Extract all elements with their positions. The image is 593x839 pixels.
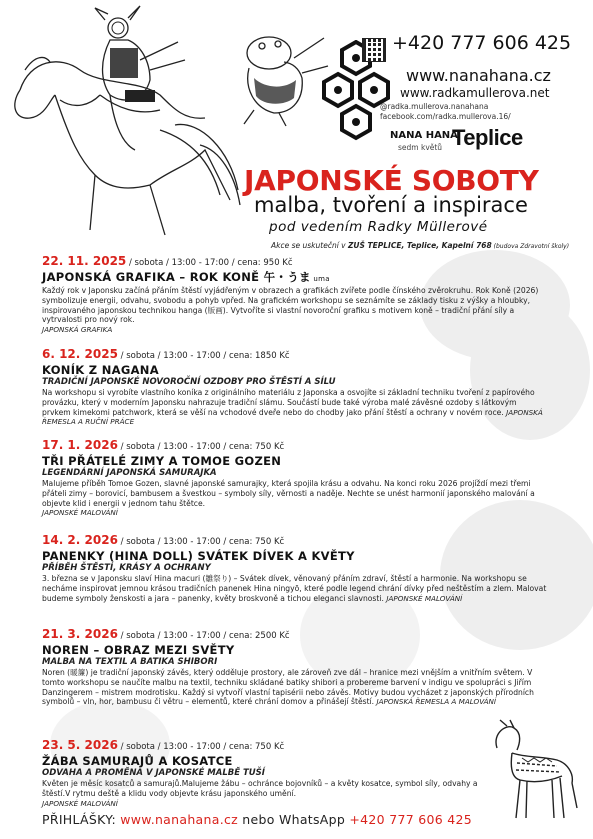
event-tag: JAPONSKÁ ŘEMESLA A MALOVÁNÍ <box>376 697 497 707</box>
event-description: Každý rok v Japonsku začíná přáním štěstí vyjádřeným v obrazech a grafikách zvířete podle čínského zvěrokruhu. Rok Koně (2026) symbolizuje energii, odvahu, svobodu a pohyb vpřed. Na grafickém workshopu se seznámíte se základy tisku z výšky a hloubky, inspirovaného japonskou technikou hanga (版画). Vytvoříte si vlastní novoroční grafiku s motivem koně – tradiční přání síly a vytrvalosti pro nový rok. <box>42 286 539 325</box>
event-meta: / sobota / 13:00 - 17:00 / cena: 750 Kč <box>117 742 285 752</box>
event-name: PANENKY (HINA DOLL) SVÁTEK DÍVEK A KVĚTY <box>42 549 355 563</box>
event-description: Malujeme příběh Tomoe Gozen, slavné japonské samurajky, která spojila krásu a odvahu. Na konci roku 2026 projíždí mezi třemi přáteli zimy – borovicí, bambusem a švestkou – symboly síly, věrnosti a naděje. Nechte se unést harmonií japonského malování a objevte klid i energii v jednom tahu štětce. <box>42 479 535 508</box>
event-meta: / sobota / 13:00 - 17:00 / cena: 750 Kč <box>117 537 285 547</box>
event-tag: JAPONSKÉ MALOVÁNÍ <box>386 593 463 603</box>
page-subtitle: malba, tvoření a inspirace <box>254 193 528 217</box>
event-2 <box>42 347 582 427</box>
instagram-handle[interactable]: @radka.mullerova.nanahana <box>380 102 489 111</box>
event-date: 14. 2. 2026 <box>42 533 118 547</box>
city-logo: Teplice <box>452 125 523 150</box>
event-name: ŽÁBA SAMURAJŮ A KOSATCE <box>42 754 233 768</box>
event-6 <box>42 738 492 808</box>
event-5 <box>42 627 582 707</box>
brand-name: NANA HANA <box>390 130 458 141</box>
event-name: NOREN – OBRAZ MEZI SVĚTY <box>42 643 235 657</box>
footer-website-link[interactable]: www.nanahana.cz <box>120 812 238 827</box>
event-subtitle: PŘÍBĚH ŠTĚSTÍ, KRÁSY A OCHRANY <box>42 563 211 573</box>
event-subtitle: MALBA NA TEXTIL A BATIKA SHIBORI <box>42 657 218 667</box>
venue-info: Akce se uskuteční v ZUŠ TEPLICE, Teplice, Kapelní 768 (budova Zdravotní školy) <box>271 241 570 250</box>
header-phone[interactable]: +420 777 606 425 <box>392 32 572 54</box>
event-name: TŘI PŘÁTELÉ ZIMY A TOMOE GOZEN <box>42 454 282 468</box>
footer-phone-link[interactable]: +420 777 606 425 <box>349 812 473 827</box>
event-subtitle: ODVAHA A PROMĚNA V JAPONSKÉ MALBĚ TUŠÍ <box>42 768 265 778</box>
page-title: JAPONSKÉ SOBOTY <box>244 164 539 197</box>
event-meta: / sobota / 13:00 - 17:00 / cena: 950 Kč <box>126 258 293 268</box>
event-meta: / sobota / 13:00 - 17:00 / cena: 750 Kč <box>117 442 285 452</box>
event-date: 6. 12. 2025 <box>42 347 118 361</box>
event-tag: JAPONSKÉ MALOVÁNÍ <box>42 798 118 808</box>
event-date: 17. 1. 2026 <box>42 438 118 452</box>
event-subtitle: LEGENDÁRNÍ JAPONSKÁ SAMURAJKA <box>42 468 217 478</box>
event-tag: JAPONSKÉ MALOVÁNÍ <box>42 508 118 518</box>
event-tag: JAPONSKÁ GRAFIKA <box>42 325 113 335</box>
event-3 <box>42 438 582 517</box>
samurai-horse-illustration <box>0 0 250 250</box>
qr-code[interactable] <box>362 38 386 62</box>
header-website[interactable]: www.nanahana.cz <box>406 66 551 85</box>
event-name: KONÍK Z NAGANA <box>42 363 159 377</box>
event-description: Květen je měsíc kosatců a samurajů.Malujeme žábu – ochránce bojovníků – a květy kosatce, symbol síly, odvahy a štěstí.V rytmu deště a klidu vody objevte krásu japonského umění. <box>42 779 478 798</box>
event-4 <box>42 533 582 603</box>
event-subtitle: TRADIČNÍ JAPONSKÉ NOVOROČNÍ OZDOBY PRO ŠTĚSTÍ A SÍLU <box>42 377 336 387</box>
straw-horse-illustration <box>482 718 582 823</box>
event-description: Noren (暖簾) je tradiční japonský závěs, který odděluje prostory, ale zároveň zve dál – hranice mezi vnějším a vnitřním světem. V tomto workshopu se naučíte malbu na textil, techniku skládané batiky shibori a probereme barvení v indigu ve spolupráci s Jiřím Danzingerem – mistrem modrotisku. Každý si vytvoří vlastní tapisérii nebo závěs. Motivy budou vycházet z japonských přírodních symbolů – vln, hor, bambusu či větru – elementů, které chrání domov a přinášejí štěstí. JAPONSKÁ ŘEMESLA A MALOVÁNÍ <box>42 668 534 707</box>
event-meta: / sobota / 13:00 - 17:00 / cena: 2500 Kč <box>117 631 290 641</box>
event-date: 23. 5. 2026 <box>42 738 118 752</box>
event-name: JAPONSKÁ GRAFIKA – ROK KONĚ 午・うま uma <box>42 270 330 284</box>
event-description: 3. březnа se v Japonsku slaví Hina macuri (雛祭り) – Svátek dívek, věnovaný přáním zdraví, štěstí a harmonie. Na workshopu se necháme inspirovat jemnou krásou tradičních panenek Hina ningyō, které podle legend chrání dívky před neštěstím a zlem. Malovat budeme symboly ženskosti a jara – panenky, květy broskvoně a tichou eleganci slavnosti. JAPONSKÉ MALOVÁNÍ <box>42 574 547 603</box>
event-tag: JAPONSKÁ ŘEMESLA A RUČNÍ PRÁCE <box>42 407 543 427</box>
event-date: 22. 11. 2025 <box>42 254 127 268</box>
event-meta: / sobota / 13:00 - 17:00 / cena: 1850 Kč <box>117 351 290 361</box>
event-1 <box>42 254 582 334</box>
event-date: 21. 3. 2026 <box>42 627 118 641</box>
header-website-secondary[interactable]: www.radkamullerova.net <box>400 86 550 100</box>
brand-subtitle: sedm květů <box>398 143 443 152</box>
footer-registration: PŘIHLÁŠKY: www.nanahana.cz nebo WhatsApp +420 777 606 425 <box>42 812 473 827</box>
facebook-link[interactable]: facebook.com/radka.mullerova.16/ <box>380 112 511 121</box>
page-subtitle-leader: pod vedením Radky Müllerové <box>269 219 488 235</box>
event-description: Na workshopu si vyrobíte vlastního koníka z originálního materiálu z Japonska a osvojíte si základní techniku tvoření z papírového provázku, který v moderním Japonsku nahrazuje tradiční slámu. Součástí bude také výroba malé závěsné ozdoby s látkovým prvkem kimekomi patchwork, která se věší na vchodové dveře nebo do chodby jako přání štěstí a ochrany v novém roce. JAPONSKÁ ŘEMESLA A RUČNÍ PRÁCE <box>42 388 543 427</box>
